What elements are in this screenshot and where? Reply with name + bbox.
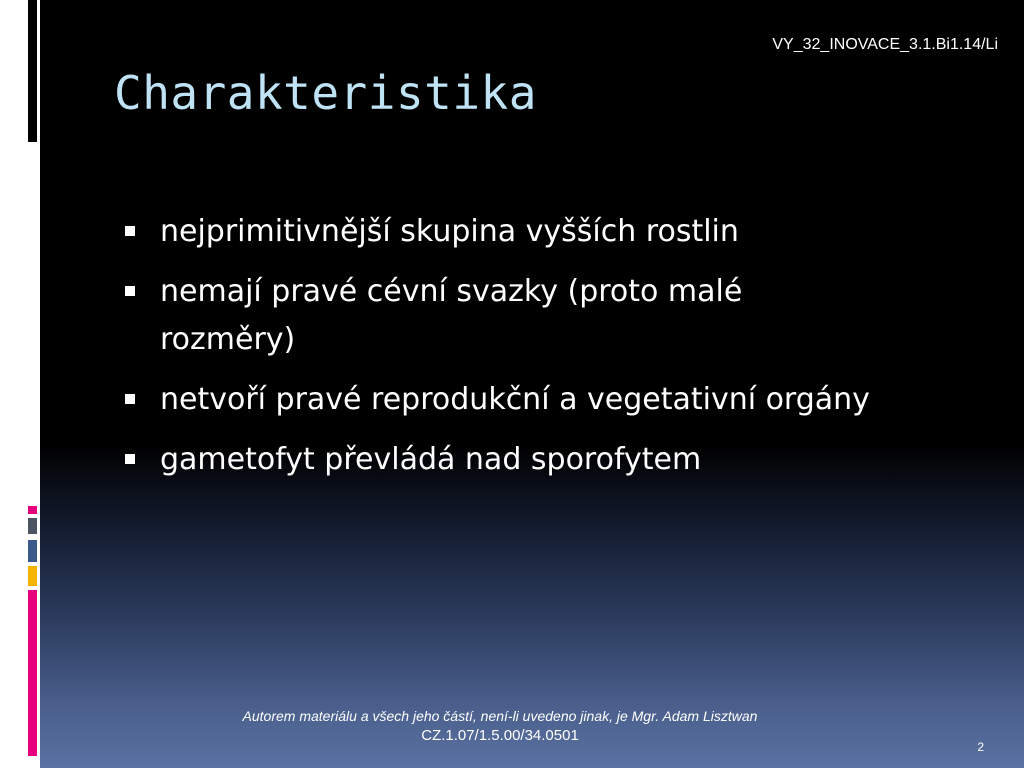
strip-yellow-block: [28, 566, 37, 586]
footer-author: Autorem materiálu a všech jeho částí, není-li uvedeno jinak, je Mgr. Adam Lisztwan: [242, 708, 758, 724]
page-number: 2: [977, 740, 984, 754]
strip-pink-bar: [28, 590, 37, 756]
document-code-label: VY_32_INOVACE_3.1.Bi1.14/Li: [772, 36, 998, 53]
bullet-square-icon: [125, 286, 135, 296]
bullet-square-icon: [125, 226, 135, 236]
bullet-list: [122, 208, 882, 496]
bullet-item: [122, 268, 882, 364]
bullet-text: gametofyt převládá nad sporofytem: [160, 442, 702, 477]
strip-gray-block: [28, 518, 37, 534]
left-decorative-strip: [0, 0, 40, 768]
bullet-square-icon: [125, 454, 135, 464]
bullet-text: nejprimitivnější skupina vyšších rostlin: [160, 214, 739, 249]
bullet-item: [122, 376, 882, 424]
footer-project-code: CZ.1.07/1.5.00/34.0501: [421, 727, 579, 744]
footer: [150, 706, 850, 746]
slide-title: Charakteristika: [114, 66, 537, 120]
bullet-text: nemají pravé cévní svazky (proto malé rozměry): [160, 274, 743, 357]
bullet-item: [122, 436, 882, 484]
strip-pink-top-block: [28, 506, 37, 514]
strip-black-bar: [28, 0, 37, 142]
bullet-text: netvoří pravé reprodukční a vegetativní orgány: [160, 382, 870, 417]
bullet-item: [122, 208, 882, 256]
bullet-square-icon: [125, 394, 135, 404]
strip-blue-block: [28, 540, 37, 562]
